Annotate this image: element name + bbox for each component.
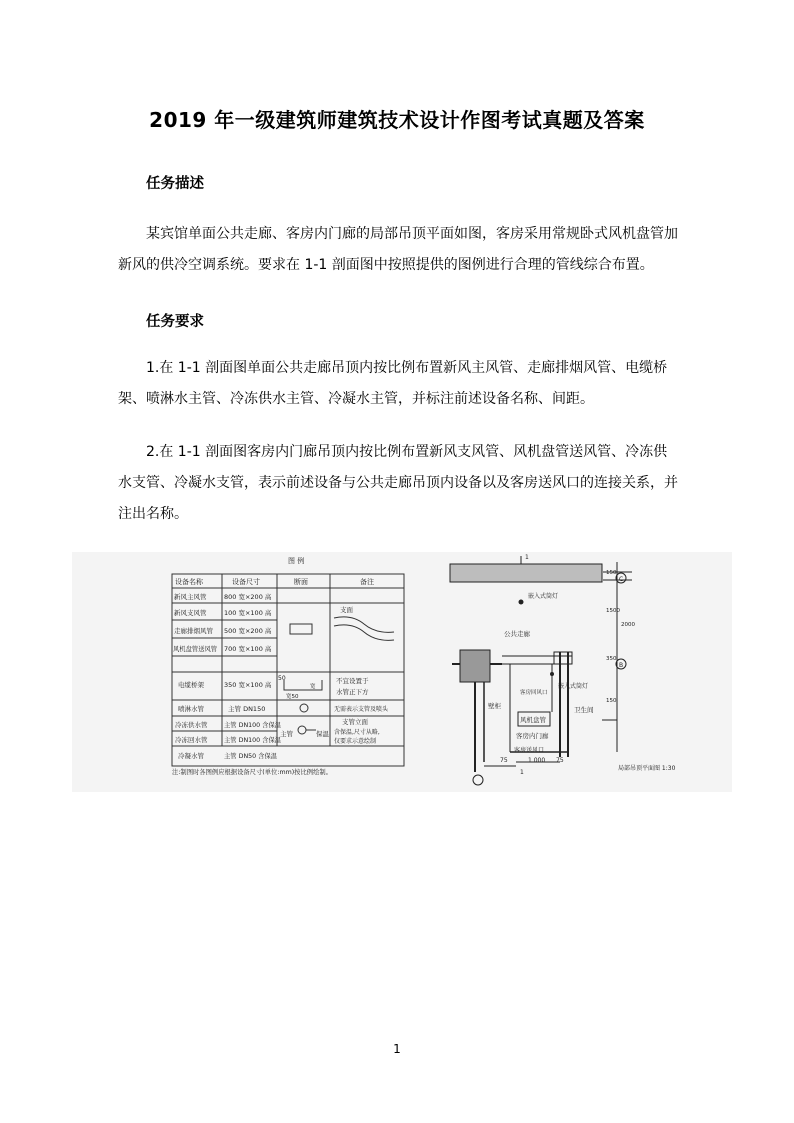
tray-width: 宽50 [286, 694, 299, 700]
downlight-icon-room [550, 672, 554, 676]
legend-row-name: 走廊排烟风管 [174, 627, 213, 635]
requirement-item-2-text: 2.在 1-1 剖面图客房内门廊吊顶内按比例布置新风支风管、风机盘管送风管、冷冻供水支管、冷凝水支管，表示前述设备与公共走廊吊顶内设备以及客房送风口的连接关系，并注出名称。 [118, 444, 678, 522]
tray-height: 宽 [310, 684, 316, 690]
axis-bottom-bubble [473, 775, 483, 785]
downlight-icon [519, 600, 524, 605]
plan-axis-c: C [619, 576, 624, 583]
plan-dim-75a: 75 [500, 757, 508, 764]
legend-row-name: 冷凝水管 [178, 752, 204, 760]
legend-title: 图 例 [288, 557, 305, 565]
figure-svg [72, 552, 732, 792]
tray-note-line-2: 水管正下方 [336, 688, 369, 696]
plan-fcu: 风机盘管 [520, 716, 546, 724]
legend-row-size: 700 宽×100 高 [224, 645, 272, 653]
sprinkler-pipe-symbol [300, 704, 308, 712]
legend-row-size: 350 宽×100 高 [224, 681, 272, 689]
plan-dim: 150 [606, 570, 617, 576]
pipe-main-label: 主管 [280, 730, 293, 738]
heading-task-description: 任务描述 [146, 176, 204, 192]
plan-lamp-right: 嵌入式筒灯 [558, 683, 589, 690]
legend-row-size: 主管 DN50 含保温 [224, 753, 278, 760]
plan-caption: 局部吊顶平面图 1:30 [618, 765, 676, 772]
legend-header-size: 设备尺寸 [232, 578, 260, 586]
cable-tray-symbol [284, 680, 322, 690]
plan-supply-vent: 客房送风口 [514, 747, 545, 754]
plan-axis-b: B [619, 662, 624, 669]
task-description-paragraph [118, 219, 678, 281]
legend-row-name: 新风支风管 [174, 609, 207, 617]
plan-section-mark: 1 [525, 554, 529, 561]
plan-corridor: 公共走廊 [504, 630, 530, 638]
task-description-text: 某宾馆单面公共走廊、客房内门廊的局部吊顶平面如图，客房采用常规卧式风机盘管加新风的供冷空调系统。要求在 1-1 剖面图中按照提供的图例进行合理的管线综合布置。 [118, 226, 678, 273]
plan-section-bottom: 1 [520, 769, 524, 776]
legend-row-size: 主管 DN150 [228, 705, 266, 713]
page-title: 2019 年一级建筑师建筑技术设计作图考试真题及答案 [149, 108, 645, 132]
slab-beam [450, 564, 602, 582]
requirement-item-1 [118, 353, 678, 415]
plan-vestibule: 客房内门廊 [516, 732, 549, 740]
legend-note-branch: 支面 [340, 606, 353, 614]
legend-row-name: 风机盘管送风管 [173, 646, 218, 653]
requirement-item-1-text: 1.在 1-1 剖面图单面公共走廊吊顶内按比例布置新风主风管、走廊排烟风管、电缆桥架、喷淋水主管、冷冻供水主管、冷凝水主管，并标注前述设备名称、间距。 [118, 360, 668, 407]
legend-row-name: 冷冻供水管 [175, 721, 208, 729]
plan-dim: 350 [606, 656, 617, 662]
door-frame [554, 652, 572, 664]
legend-row-size: 500 宽×200 高 [224, 627, 272, 635]
legend-row-size: 100 宽×100 高 [224, 609, 272, 617]
tray-dimension: 50 [278, 675, 286, 682]
legend-header-section: 断面 [294, 578, 308, 586]
duct-section-symbol [290, 624, 312, 634]
legend-row-name: 喷淋水管 [178, 705, 204, 713]
plan-return-vent: 客房回风口 [520, 690, 548, 696]
pipe-section-symbol [298, 726, 306, 734]
legend-header-note: 备注 [360, 578, 374, 586]
legend-footnote: 注:制图时各图例应根据设备尺寸(单位:mm)按比例绘制。 [172, 769, 332, 776]
pipe-insulation-label: 保温 [316, 730, 329, 738]
plan-dim: 150 [606, 698, 617, 704]
sprinkler-note: 无需表示支管及喷头 [334, 706, 389, 713]
pipe-note-line-2: 仅要求示意绘制 [334, 738, 377, 745]
plan-bathroom: 卫生间 [574, 706, 594, 714]
legend-row-name: 新风主风管 [174, 593, 207, 601]
plan-wardrobe: 壁柜 [488, 702, 501, 710]
pipe-note-line-1: 含保温,尺寸从略, [334, 729, 380, 736]
heading-task-requirements: 任务要求 [146, 314, 204, 330]
page-number: 1 [393, 1042, 401, 1056]
plan-dim-1000: 1 000 [528, 757, 546, 764]
legend-row-name: 电缆桥架 [178, 681, 204, 689]
legend-row-name: 冷冻回水管 [175, 736, 208, 744]
requirement-item-2 [118, 437, 678, 530]
plan-dim-75b: 75 [556, 757, 564, 764]
tray-note-line-1: 不宜设置于 [336, 677, 369, 685]
legend-row-size: 主管 DN100 含保温 [224, 722, 282, 729]
plan-dim: 1500 [606, 608, 620, 614]
plan-dim: 2000 [621, 622, 635, 628]
legend-row-size: 主管 DN100 含保温 [224, 737, 282, 744]
legend-header-name: 设备名称 [175, 578, 203, 586]
legend-row-size: 800 宽×200 高 [224, 593, 272, 601]
figure-legend-and-plan [72, 552, 732, 792]
plan-lamp-top: 嵌入式筒灯 [528, 593, 559, 600]
column [460, 650, 490, 682]
pipe-note-title: 支管立面 [342, 718, 368, 726]
